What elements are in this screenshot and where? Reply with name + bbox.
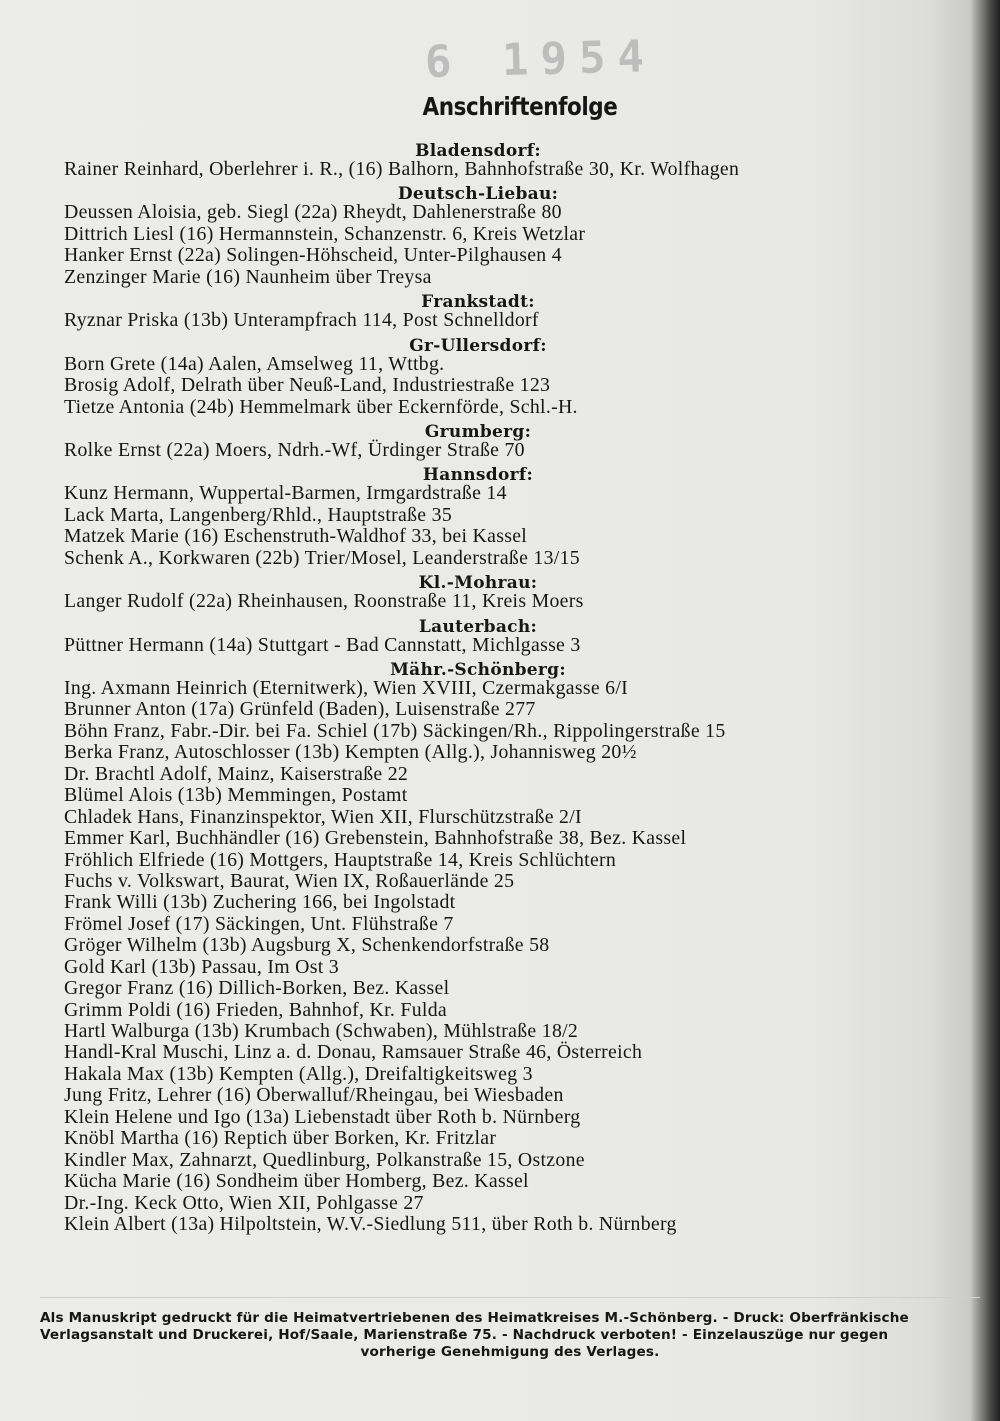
place-heading: Gr-Ullersdorf:	[409, 335, 547, 356]
address-entry: Ryznar Priska (13b) Unterampfrach 114, Post Schnelldorf	[64, 309, 539, 332]
address-entry: Hartl Walburga (13b) Krumbach (Schwaben), Mühlstraße 18/2	[64, 1020, 579, 1042]
address-entry: Püttner Hermann (14a) Stuttgart - Bad Cannstatt, Michlgasse 3	[64, 633, 581, 656]
place-heading: Frankstadt:	[421, 292, 535, 313]
address-entry: Knöbl Martha (16) Reptich über Borken, Kr. Fritzlar	[64, 1127, 497, 1150]
place-heading: Kl.-Mohrau:	[418, 573, 538, 594]
address-entry: Dr. Brachtl Adolf, Mainz, Kaiserstraße 22	[64, 762, 409, 785]
address-entry: Handl-Kral Muschi, Linz a. d. Donau, Ramsauer Straße 46, Österreich	[64, 1041, 643, 1064]
page-title: Anschriftenfolge	[422, 92, 618, 121]
place-heading: Grumberg:	[424, 421, 532, 442]
address-entry: Frömel Josef (17) Säckingen, Unt. Flühstraße 7	[64, 912, 454, 935]
address-entry: Rolke Ernst (22a) Moers, Ndrh.-Wf, Ürdinger Straße 70	[64, 438, 525, 461]
address-entry: Klein Helene und Igo (13a) Liebenstadt über Roth b. Nürnberg	[64, 1105, 581, 1128]
address-entry: Langer Rudolf (22a) Rheinhausen, Roonstraße 11, Kreis Moers	[64, 590, 584, 613]
address-entry: Böhn Franz, Fabr.-Dir. bei Fa. Schiel (17b) Säckingen/Rh., Rippolingerstraße 15	[64, 719, 726, 742]
address-entry: Kücha Marie (16) Sondheim über Homberg, Bez. Kassel	[64, 1170, 529, 1193]
place-heading: Lauterbach:	[418, 616, 538, 637]
address-entry: Gröger Wilhelm (13b) Augsburg X, Schenkendorfstraße 58	[64, 934, 550, 957]
address-entry: Jung Fritz, Lehrer (16) Oberwalluf/Rheingau, bei Wiesbaden	[64, 1084, 564, 1107]
imprint-footer	[40, 1310, 980, 1361]
place-heading: Deutsch-Liebau:	[397, 184, 559, 205]
imprint-line: Als Manuskript gedruckt für die Heimatvertriebenen des Heimatkreises M.-Schönberg. - Druck: Oberfränkische	[40, 1310, 909, 1326]
place-heading: Hannsdorf:	[422, 465, 534, 486]
address-listing	[64, 137, 964, 1235]
address-entry: Rainer Reinhard, Oberlehrer i. R., (16) Balhorn, Bahnhofstraße 30, Kr. Wolfhagen	[64, 158, 740, 180]
address-entry: Tietze Antonia (24b) Hemmelmark über Eckernförde, Schl.-H.	[64, 395, 578, 418]
address-entry: Hakala Max (13b) Kempten (Allg.), Dreifaltigkeitsweg 3	[64, 1062, 533, 1085]
address-entry: Gold Karl (13b) Passau, Im Ost 3	[64, 955, 339, 978]
address-entry: Klein Albert (13a) Hilpoltstein, W.V.-Siedlung 511, über Roth b. Nürnberg	[64, 1212, 677, 1235]
address-entry: Hanker Ernst (22a) Solingen-Höhscheid, Unter-Pilghausen 4	[64, 244, 562, 267]
address-entry: Grimm Poldi (16) Frieden, Bahnhof, Kr. Fulda	[64, 998, 447, 1021]
address-entry: Fröhlich Elfriede (16) Mottgers, Hauptstraße 14, Kreis Schlüchtern	[64, 848, 617, 871]
address-entry: Brunner Anton (17a) Grünfeld (Baden), Luisenstraße 277	[64, 698, 536, 721]
imprint-line: Verlagsanstalt und Druckerei, Hof/Saale, Marienstraße 75. - Nachdruck verboten! - Einzelauszüge nur gegen	[40, 1327, 889, 1343]
place-heading: Bladensdorf:	[415, 141, 541, 161]
address-entry: Gregor Franz (16) Dillich-Borken, Bez. Kassel	[64, 977, 450, 1000]
address-entry: Kunz Hermann, Wuppertal-Barmen, Irmgardstraße 14	[64, 482, 507, 505]
address-entry: Berka Franz, Autoschlosser (13b) Kempten (Allg.), Johannisweg 20½	[64, 741, 637, 764]
address-entry: Schenk A., Korkwaren (22b) Trier/Mosel, Leanderstraße 13/15	[64, 546, 580, 569]
address-entry: Zenzinger Marie (16) Naunheim über Treysa	[64, 265, 432, 288]
address-entry: Ing. Axmann Heinrich (Eternitwerk), Wien XVIII, Czermakgasse 6/I	[64, 677, 629, 699]
address-entry: Born Grete (14a) Aalen, Amselweg 11, Wttbg.	[64, 352, 445, 375]
address-entry: Emmer Karl, Buchhändler (16) Grebenstein, Bahnhofstraße 38, Bez. Kassel	[64, 827, 687, 850]
address-entry: Fuchs v. Volkswart, Baurat, Wien IX, Roßauerlände 25	[64, 869, 515, 892]
footer-divider	[40, 1297, 980, 1298]
address-entry: Dittrich Liesl (16) Hermannstein, Schanzenstr. 6, Kreis Wetzlar	[64, 222, 586, 245]
address-entry: Chladek Hans, Finanzinspektor, Wien XII, Flurschützstraße 2/I	[64, 805, 582, 828]
address-entry: Brosig Adolf, Delrath über Neuß-Land, Industriestraße 123	[64, 374, 551, 397]
address-entry: Kindler Max, Zahnarzt, Quedlinburg, Polkanstraße 15, Ostzone	[64, 1148, 585, 1171]
address-entry: Deussen Aloisia, geb. Siegl (22a) Rheydt, Dahlenerstraße 80	[64, 201, 562, 224]
year-stamp: 6 1954	[424, 30, 657, 89]
address-entry: Lack Marta, Langenberg/Rhld., Hauptstraße 35	[64, 503, 453, 526]
address-entry: Frank Willi (13b) Zuchering 166, bei Ingolstadt	[64, 891, 456, 914]
address-entry: Dr.-Ing. Keck Otto, Wien XII, Pohlgasse 27	[64, 1191, 424, 1214]
imprint-line: vorherige Genehmigung des Verlages.	[360, 1344, 660, 1360]
place-heading: Mähr.-Schönberg:	[390, 660, 566, 680]
address-entry: Blümel Alois (13b) Memmingen, Postamt	[64, 784, 408, 807]
address-entry: Matzek Marie (16) Eschenstruth-Waldhof 33, bei Kassel	[64, 525, 528, 548]
